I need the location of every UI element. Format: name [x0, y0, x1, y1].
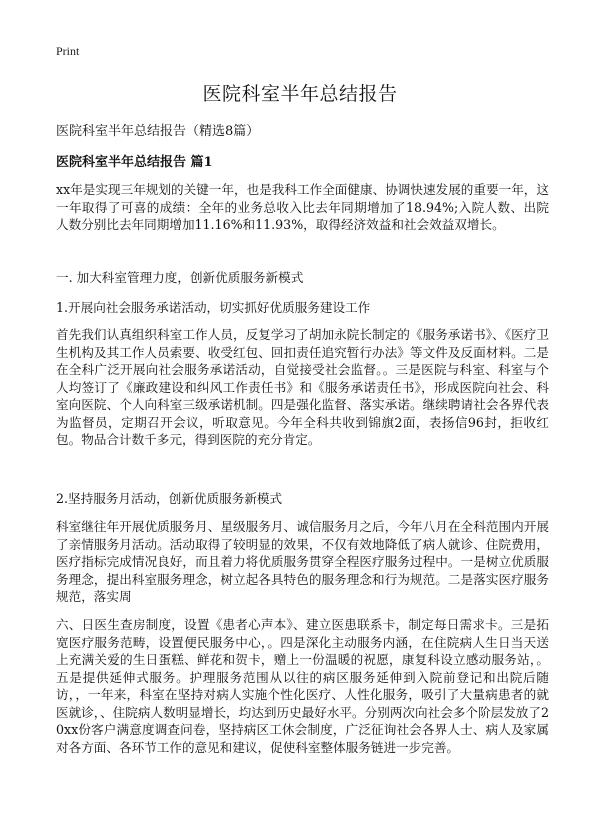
paragraph-service-month: 科室继往年开展优质服务月、星级服务月、诚信服务月之后，今年八月在全科范围内开展了亲情服务月活动。活动取得了较明显的效果，不仅有效地降低了病人就诊、住院费用，医疗指标完成情况良好，而且着力将优质服务贯穿全程医疗服务过程中。一是树立优质服务理念，提出科室服务理念，树立起各具特色的服务理念和行为规范。二是落实医疗服务规范，落实周	[56, 519, 549, 604]
document-subtitle: 医院科室半年总结报告（精选8篇）	[56, 124, 260, 139]
paragraph-commitment: 首先我们认真组织科室工作人员，反复学习了胡加永院长制定的《服务承诺书》、《医疗卫生机构及其工作人员索要、收受红包、回扣责任追究暂行办法》等文件及反面材料。二是在全科广泛开展向社会服务承诺活动，自觉接受社会监督。。三是医院与科室、科室与个人均签订了《廉政建设和纠风工作责任书》和《服务承诺责任书》，形成医院向社会、科室向医院、个人向科室三级承诺机制。四是强化监督、落实承诺。继续聘请社会各界代表为监督员，定期召开会议，听取意见。今年全科共收到锦旗2面，表扬信96封，拒收红包。物品合计数千多元，得到医院的充分肯定。	[56, 327, 549, 447]
print-label: Print	[56, 44, 80, 58]
section-title: 医院科室半年总结报告 篇1	[56, 155, 213, 170]
document-title: 医院科室半年总结报告	[202, 83, 398, 105]
heading-management: 一. 加大科室管理力度，创新优质服务新模式	[56, 270, 304, 285]
paragraph-intro: xx年是实现三年规划的关键一年，也是我科工作全面健康、协调快速发展的重要一年，这一年取得了可喜的成绩：全年的业务总收入比去年同期增加了18.94%;入院人数、出院人数分别比去年同期增加11.16%和11.93%，取得经济效益和社会效益双增长。	[56, 182, 549, 232]
paragraph-ward-rounds: 六、日医生查房制度，设置《患者心声本》、建立医患联系卡，制定每日需求卡。三是拓宽医疗服务范畴，设置便民服务中心，。四是深化主动服务内涵，在住院病人生日当天送上充满关爱的生日蛋糕、鲜花和贺卡，赠上一份温暖的祝愿，康复科设立感动服务站，。五是提供延伸式服务。护理服务范围从以往的病区服务延伸到入院前登记和出院后随访，，一年来，科室在坚持对病人实施个性化医疗、人性化服务，吸引了大量病患者的就医就诊，、住院病人数明显增长，均达到历史最好水平。分别两次向社会多个阶层发放了20xx份客户满意度调查问卷，坚持病区工休会制度，广泛征询社会各界人士、病人及家属对各方面、各环节工作的意见和建议，促使科室整体服务链进一步完善。	[56, 617, 549, 755]
heading-service-month: 2.坚持服务月活动，创新优质服务新模式	[56, 491, 283, 506]
heading-commitment: 1.开展向社会服务承诺活动，切实抓好优质服务建设工作	[56, 300, 371, 315]
